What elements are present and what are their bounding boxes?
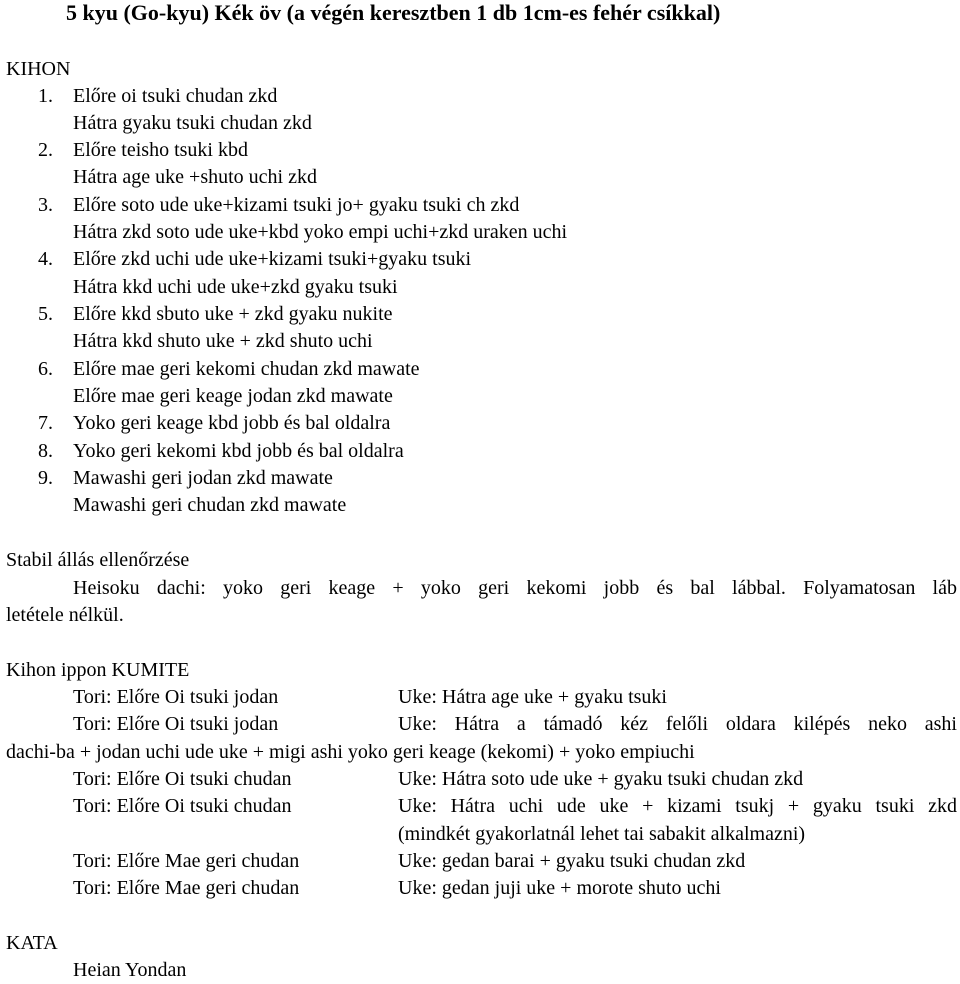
kumite-uke: Uke: gedan barai + gyaku tsuki chudan zkd xyxy=(398,850,746,872)
kumite-note: (mindkét gyakorlatnál lehet tai sabakit alkalmazni) xyxy=(398,823,806,845)
kumite-uke: Uke: Hátra a támadó kéz felőli oldara kilépés neko ashi xyxy=(398,713,957,735)
kihon-item-number: 3. xyxy=(38,194,53,216)
stability-line: Heisoku dachi: yoko geri keage + yoko geri kekomi jobb és bal lábbal. Folyamatosan láb xyxy=(73,577,957,599)
kihon-item-number: 7. xyxy=(38,412,53,434)
kata-item: Heian Yondan xyxy=(73,959,187,981)
kumite-tori: Tori: Előre Mae geri chudan xyxy=(73,877,300,899)
kumite-tori: Tori: Előre Oi tsuki chudan xyxy=(73,768,292,790)
kihon-item-line: Yoko geri kekomi kbd jobb és bal oldalra xyxy=(73,440,404,462)
kumite-uke: Uke: Hátra uchi ude uke + kizami tsukj + gyaku tsuki zkd xyxy=(398,795,957,817)
section-heading-stability: Stabil állás ellenőrzése xyxy=(6,549,190,571)
kihon-item-number: 9. xyxy=(38,467,53,489)
kumite-uke: Uke: Hátra age uke + gyaku tsuki xyxy=(398,686,667,708)
kihon-item-line: Előre oi tsuki chudan zkd xyxy=(73,85,278,107)
section-heading-kata: KATA xyxy=(6,932,58,954)
kihon-item-line: Mawashi geri chudan zkd mawate xyxy=(73,494,347,516)
kumite-uke: Uke: Hátra soto ude uke + gyaku tsuki chudan zkd xyxy=(398,768,804,790)
kihon-item-line: Hátra kkd uchi ude uke+zkd gyaku tsuki xyxy=(73,276,398,298)
kihon-item-number: 8. xyxy=(38,440,53,462)
kihon-item-number: 4. xyxy=(38,248,53,270)
kihon-item-line: Hátra kkd shuto uke + zkd shuto uchi xyxy=(73,330,373,352)
kihon-item-line: Hátra gyaku tsuki chudan zkd xyxy=(73,112,312,134)
kihon-item-line: Előre teisho tsuki kbd xyxy=(73,139,248,161)
kihon-item-line: Mawashi geri jodan zkd mawate xyxy=(73,467,333,489)
stability-line: letétele nélkül. xyxy=(6,604,124,626)
kihon-item-line: Előre kkd sbuto uke + zkd gyaku nukite xyxy=(73,303,393,325)
kihon-item-number: 6. xyxy=(38,358,53,380)
kihon-item-line: Előre mae geri keage jodan zkd mawate xyxy=(73,385,393,407)
kihon-item-line: Yoko geri keage kbd jobb és bal oldalra xyxy=(73,412,391,434)
page-title: 5 kyu (Go-kyu) Kék öv (a végén keresztben 1 db 1cm-es fehér csíkkal) xyxy=(66,0,721,25)
kihon-item-line: Előre soto ude uke+kizami tsuki jo+ gyaku tsuki ch zkd xyxy=(73,194,520,216)
kumite-tori: Tori: Előre Oi tsuki jodan xyxy=(73,713,279,735)
kumite-uke-continuation: dachi-ba + jodan uchi ude uke + migi ashi yoko geri keage (kekomi) + yoko empiuchi xyxy=(6,741,695,763)
kihon-item-number: 2. xyxy=(38,139,53,161)
kihon-item-line: Előre zkd uchi ude uke+kizami tsuki+gyaku tsuki xyxy=(73,248,472,270)
section-heading-kumite: Kihon ippon KUMITE xyxy=(6,659,190,681)
kihon-item-line: Hátra age uke +shuto uchi zkd xyxy=(73,166,317,188)
kumite-uke: Uke: gedan juji uke + morote shuto uchi xyxy=(398,877,721,899)
kumite-tori: Tori: Előre Oi tsuki chudan xyxy=(73,795,292,817)
kihon-item-line: Előre mae geri kekomi chudan zkd mawate xyxy=(73,358,420,380)
kumite-tori: Tori: Előre Oi tsuki jodan xyxy=(73,686,279,708)
kumite-tori: Tori: Előre Mae geri chudan xyxy=(73,850,300,872)
kihon-item-number: 5. xyxy=(38,303,53,325)
kihon-item-line: Hátra zkd soto ude uke+kbd yoko empi uchi+zkd uraken uchi xyxy=(73,221,568,243)
section-heading-kihon: KIHON xyxy=(6,58,71,80)
kihon-item-number: 1. xyxy=(38,85,53,107)
